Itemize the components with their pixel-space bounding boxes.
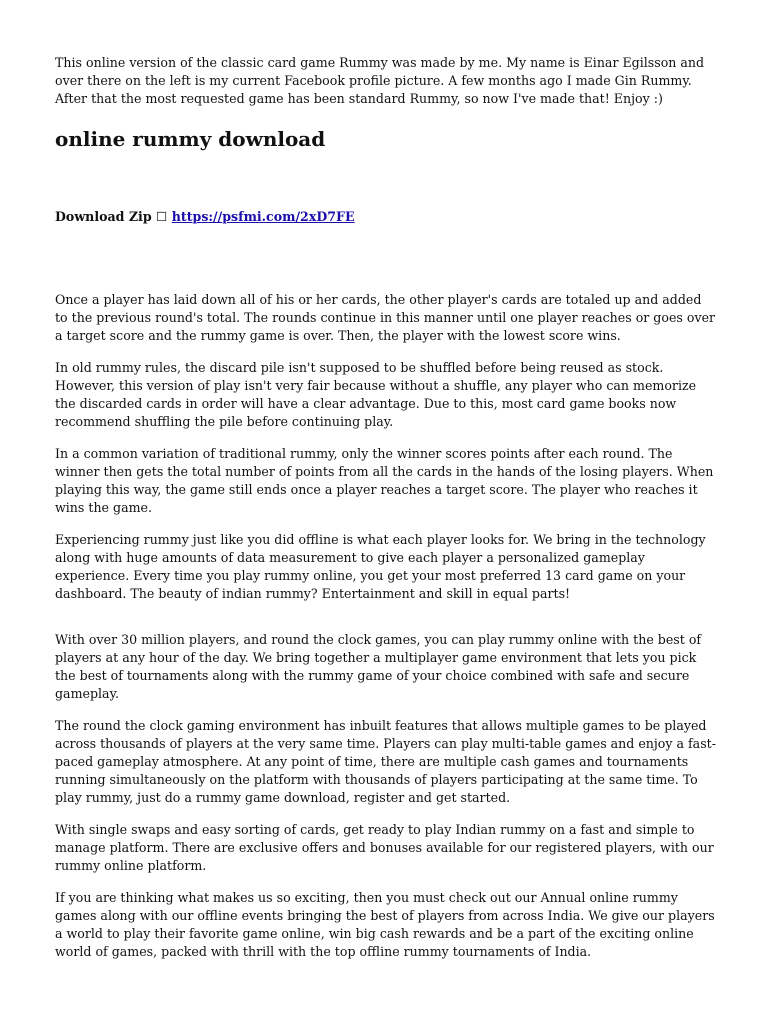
body-paragraph: Once a player has laid down all of his or her cards, the other player's cards are totaled up and added to the previous round's total. The rounds continue in this manner until one player reaches or goes over a target score and the rummy game is over. Then, the player with the lowest score wins. (55, 292, 716, 343)
body-paragraph: With single swaps and easy sorting of cards, get ready to play Indian rummy on a fast and simple to manage platform. There are exclusive offers and bonuses available for our registered players, with our rummy online platform. (55, 822, 714, 873)
body-paragraph: Experiencing rummy just like you did offline is what each player looks for. We bring in the technology along with huge amounts of data measurement to give each player a personalized gameplay experience. Every time you play rummy online, you get your most preferred 13 card game on your dashboard. The beauty of indian rummy? Entertainment and skill in equal parts! (55, 532, 706, 601)
arrow-icon: ☐ (156, 209, 168, 224)
article-body (55, 291, 717, 961)
body-paragraph: With over 30 million players, and round the clock games, you can play rummy online with the best of players at any hour of the day. We bring together a multiplayer game environment that lets you pick the best of tournaments along with the rummy game of your choice combined with safe and secure gameplay. (55, 632, 702, 701)
intro-paragraph: This online version of the classic card game Rummy was made by me. My name is Einar Egilsson and over there on the left is my current Facebook profile picture. A few months ago I made Gin Rummy. After that the most requested game has been standard Rummy, so now I've made that! Enjoy :) (55, 55, 705, 106)
body-paragraph: In old rummy rules, the discard pile isn't supposed to be shuffled before being reused as stock. However, this version of play isn't very fair because without a shuffle, any player who can memorize the discarded cards in order will have a clear advantage. Due to this, most card game books now recommend shuffling the pile before continuing play. (55, 360, 697, 429)
download-link[interactable]: https://psfmi.com/2xD7FE (171, 209, 355, 224)
download-line (55, 208, 717, 226)
body-paragraph: The round the clock gaming environment has inbuilt features that allows multiple games to be played across thousands of players at the very same time. Players can play multi-table games and enjoy a fast-paced gameplay atmosphere. At any point of time, there are multiple cash games and tournaments running simultaneously on the platform with thousands of players participating at the same time. To play rummy, just do a rummy game download, register and get started. (55, 718, 716, 805)
download-label: Download Zip (55, 209, 152, 224)
body-paragraph: If you are thinking what makes us so exciting, then you must check out our Annual online rummy games along with our offline events bringing the best of players from across India. We give our players a world to play their favorite game online, win big cash rewards and be a part of the exciting online world of games, packed with thrill with the top offline rummy tournaments of India. (55, 890, 715, 959)
body-paragraph: In a common variation of traditional rummy, only the winner scores points after each round. The winner then gets the total number of points from all the cards in the hands of the losing players. When playing this way, the game still ends once a player reaches a target score. The player who reaches it wins the game. (55, 446, 714, 515)
document-page (55, 54, 717, 975)
page-title: online rummy download (55, 127, 326, 151)
